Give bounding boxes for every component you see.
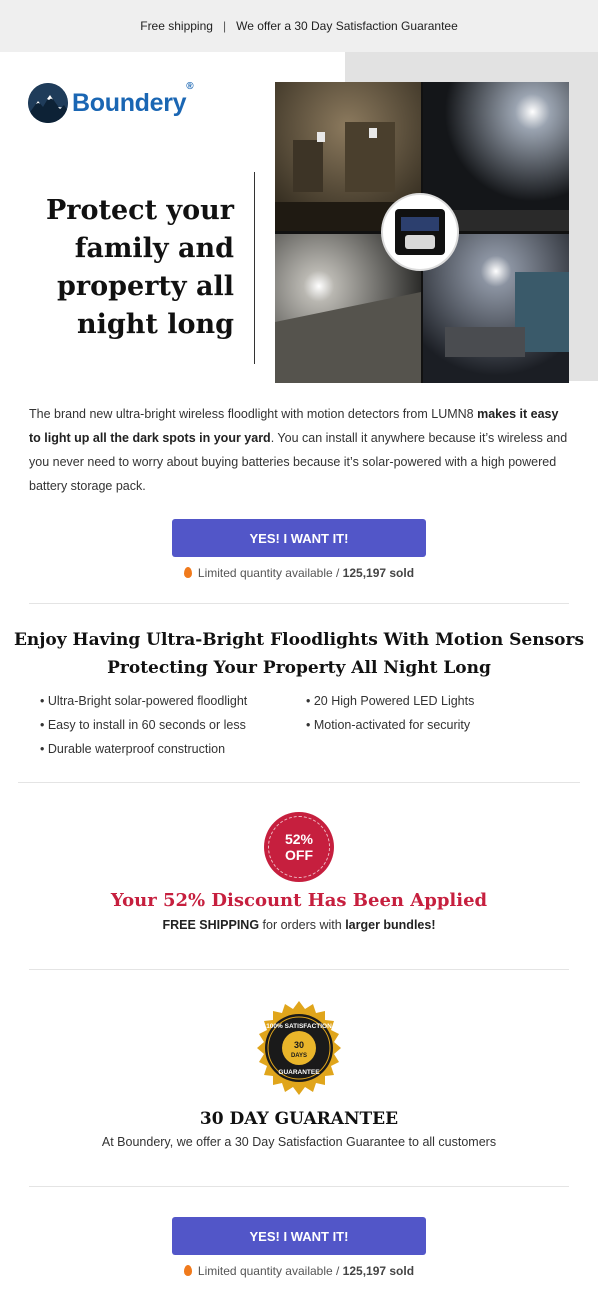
headline-line: property all [57, 271, 234, 302]
section-divider [29, 603, 569, 604]
headline-line: family and [74, 233, 234, 264]
section-divider [18, 782, 580, 783]
svg-text:100% SATISFACTION: 100% SATISFACTION [266, 1023, 332, 1030]
feature-list-left [40, 689, 247, 761]
discount-heading: Your 52% Discount Has Been Applied [110, 890, 488, 911]
section-divider [29, 969, 569, 970]
intro-paragraph: The brand new ultra-bright wireless floodlight with motion detectors from LUMN8 makes it easy to light up all the dark spots in your yard. You can install it anywhere because it’s wireless and you never need to worry about buying batteries because it’s solar-powered with a high powered battery storage pack. [29, 407, 568, 493]
stock-notice-bottom: Limited quantity available / 125,197 sold [0, 1264, 598, 1278]
guarantee-description: At Boundery, we offer a 30 Day Satisfaction Guarantee to all customers [101, 1135, 497, 1149]
guarantee-heading: 30 DAY GUARANTEE [199, 1109, 399, 1129]
product-photo-collage [275, 82, 569, 383]
feature-item: • Motion-activated for security [306, 718, 471, 732]
feature-item: • 20 High Powered LED Lights [306, 694, 475, 708]
yes-i-want-it-button-bottom[interactable]: YES! I WANT IT! [172, 1217, 426, 1255]
mountain-logo-icon [28, 83, 68, 123]
feature-list-right [306, 689, 474, 737]
brand-logo[interactable] [28, 80, 194, 123]
feature-item: • Ultra-Bright solar-powered floodlight [40, 694, 248, 708]
guarantee-seal-icon [252, 1001, 346, 1095]
fire-icon [184, 567, 192, 578]
guarantee-text: We offer a 30 Day Satisfaction Guarantee [236, 19, 458, 33]
feature-item: • Easy to install in 60 seconds or less [40, 718, 246, 732]
separator: | [222, 19, 227, 33]
svg-text:DAYS: DAYS [290, 1053, 308, 1059]
stock-notice: Limited quantity available / 125,197 sold [0, 566, 598, 580]
hero-headline [20, 192, 234, 344]
feature-item: • Durable waterproof construction [40, 742, 226, 756]
vertical-divider [254, 172, 255, 364]
yes-i-want-it-button[interactable]: YES! I WANT IT! [172, 519, 426, 557]
headline-line: Protect your [45, 195, 234, 226]
fire-icon [184, 1265, 192, 1276]
features-heading: Enjoy Having Ultra-Bright Floodlights With Motion Sensors Protecting Your Property All Night Long [13, 630, 585, 678]
announcement-bar [0, 0, 598, 52]
discount-badge: 52% OFF [264, 812, 334, 882]
section-divider [29, 1186, 569, 1187]
headline-line: night long [76, 309, 234, 340]
svg-text:30: 30 [293, 1040, 305, 1050]
shipping-note: FREE SHIPPING for orders with larger bundles! [162, 918, 436, 932]
brand-name: Boundery® [72, 80, 194, 117]
free-shipping-text: Free shipping [140, 19, 213, 33]
svg-text:GUARANTEE: GUARANTEE [278, 1069, 320, 1076]
